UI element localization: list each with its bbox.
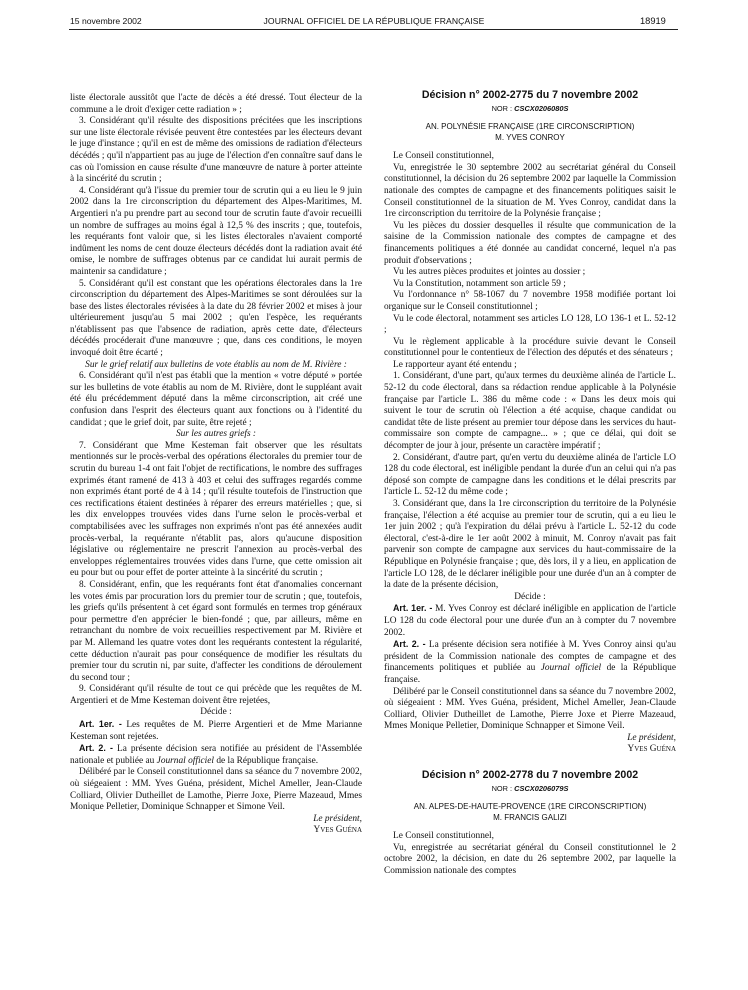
paragraph: 6. Considérant qu'il n'est pas établi que la mention « votre député » portée sur les bulletins de vote établis au nom de M. Rivière, dont le suppléant avait été élu précédemment député dans la même circonscription, ait créé une confusion dans l'esprit des électeurs quant aux fonctions ou à l'identité du candidat ; que le grief doit, par suite, être rejeté ; — [70, 371, 362, 428]
nor-reference — [384, 103, 676, 115]
paragraph: liste électorale aussitôt que l'acte de décès a été dressé. Tout électeur de la commune a le droit d'exiger cette radiation » ; — [70, 93, 362, 115]
nor-value: CSCX0206080S — [514, 103, 569, 113]
decide-heading: Décide : — [200, 707, 232, 718]
paragraph: Vu l'ordonnance n° 58-1067 du 7 novembre 1958 modifiée portant loi organique sur le Conseil constitutionnel ; — [384, 290, 676, 312]
paragraph: 4. Considérant qu'à l'issue du premier tour de scrutin qui a eu lieu le 9 juin 2002 dans la 1re circonscription du département des Alpes-Maritimes, M. Argentieri n'a pu prendre part au second tour de scrutin faute d'avoir recueilli un nombre de suffrages au moins égal à 12,5 % des inscrits ; que, toutefois, les requérants font valoir que, si les listes électorales n'avaient comporté indûment les noms de cent douze électeurs décédés dont la radiation avait été omise, le nombre de suffrages obtenus par ce candidat lui aurait permis de maintenir sa candidature ; — [70, 185, 362, 277]
article-text: M. Yves Conroy est déclaré inéligible en application de l'article LO 128 du code électoral pour une durée d'un an à compter du 7 novembre 2002. — [384, 604, 676, 638]
nor-label: NOR : — [491, 783, 513, 793]
paragraph: Vu les pièces du dossier desquelles il résulte que communication de la saisine de la Commission nationale des comptes de campagne et des financements politiques a été donnée au candidat concerné, lequel n'a pas produit d'observations ; — [384, 220, 676, 266]
article-text: La présente décision sera notifiée au président de l'Assemblée nationale et publiée au — [70, 744, 363, 766]
article-label: Art. 2. - — [79, 743, 113, 754]
case-heading: AN. POLYNÉSIE FRANÇAISE (1RE CIRCONSCRIPTION) — [425, 122, 635, 132]
paragraph: 3. Considérant qu'il résulte des dispositions précitées que les inscriptions sur une liste électorale révisée peuvent être contestées par les électeurs devant le juge d'instance ; qu'il en est de même des omissions de radiation d'électeurs décédés ; qu'il n'appartient pas au juge de l'élection d'en connaître sauf dans le cas où l'omission en cause résulte d'une manœuvre de nature à porter atteinte à la sincérité du scrutin ; — [70, 116, 362, 185]
right-column — [384, 90, 676, 878]
nor-reference — [384, 783, 676, 795]
paragraph: Vu, enregistrée le 30 septembre 2002 au secrétariat général du Conseil constitutionnel, la décision du 26 septembre 2002 par laquelle la Commission nationale des comptes de campagne et des financements politiques saisit le Conseil constitutionnel de la situation de M. Yves Conroy, candidat dans la 1re circonscription du territoire de la Polynésie française ; — [384, 162, 676, 220]
article-1 — [70, 719, 362, 743]
paragraph: 1. Considérant, d'une part, qu'aux termes du deuxième alinéa de l'article L. 52-12 du code électoral, dans sa rédaction rendue applicable à la Polynésie française par l'article L. 386 du même code : « Dans les deux mois qui suivent le tour de scrutin où l'élection a été acquise, chaque candidat ou candidat tête de liste présent au premier tour dépose dans les services du haut-commissaire son compte de campagne... » ; que ce délai, qui doit se décompter de jour à jour, présente un caractère impératif ; — [384, 371, 676, 452]
signature-name: Yves Guéna — [627, 744, 676, 755]
paragraph: 7. Considérant que Mme Kesteman fait observer que les résultats mentionnés sur le procès-verbal des opérations électorales du premier tour de scrutin du bureau 1-4 ont fait l'objet de rectifications, le nombre des suffrages exprimés étant ramené de 413 à 403 et celui des suffrages regardés comme non exprimés étant porté de 4 à 14 ; qu'il résulte toutefois de l'instruction que ces rectifications étaient destinées à réparer des erreurs matérielles ; que, si les dix enveloppes trouvées vides dans l'urne selon le procès-verbal et comptabilisées avec les suffrages non exprimés n'ont pas été annexées audit procès-verbal, la requérante n'établit pas, alors qu'aucune disposition législative ou réglementaire ne prescrit l'annexion au procès-verbal des enveloppes réglementaires trouvées vides dans l'urne, que cette omission ait eu pour but ou pour effet de porter atteinte à la sincérité du scrutin ; — [70, 440, 362, 579]
paragraph: Le rapporteur ayant été entendu ; — [393, 359, 517, 370]
paragraph: Vu le règlement applicable à la procédure suivie devant le Conseil constitutionnel pour le contentieux de l'élection des députés et des sénateurs ; — [384, 336, 676, 359]
paragraph: Le Conseil constitutionnel, — [393, 151, 494, 162]
paragraph: Vu les autres pièces produites et jointes au dossier ; — [393, 267, 586, 278]
article-label: Art. 2. - — [393, 639, 426, 650]
paragraph: Vu, enregistrée au secrétariat général du Conseil constitutionnel le 2 octobre 2002, la décision, en date du 26 septembre 2002, par laquelle la Commission nationale des comptes — [384, 842, 676, 877]
article-label: Art. 1er. - — [393, 603, 433, 614]
paragraph: 5. Considérant qu'il est constant que les opérations électorales dans la 1re circonscription du département des Alpes-Maritimes se sont déroulées sur la base des listes électorales révisées à la date du 28 février 2002 et mises à jour ultérieurement jusqu'au 5 mai 2002 ; qu'en l'espèce, les requérants n'établissent pas que l'absence de radiation, après cette date, d'électeurs décédés procéderait d'une manœuvre ; que, dans ces conditions, le moyen invoqué doit être écarté ; — [70, 278, 362, 359]
article-text: de la République française. — [216, 755, 319, 766]
paragraph: 3. Considérant que, dans la 1re circonscription du territoire de la Polynésie française, l'élection a été acquise au premier tour de scrutin, qui a eu lieu le 1er juin 2002 ; qu'à l'expiration du délai prévu à l'article L. 52-12 du code électoral, c'est-à-dire le 1er août 2002 à minuit, M. Conroy n'avait pas fait parvenir son compte de campagne aux services du haut-commissaire de la République en Polynésie française ; que, dès lors, il y a lieu, en application de l'article LO 128, de le déclarer inéligible pour une durée d'un an à compter de la date de la présente décision, — [384, 499, 676, 591]
article-text: La présente décision sera notifiée à M. Yves Conroy ainsi qu'au président de la Commission nationale des comptes de campagne et des financements politiques et publiée au — [384, 640, 676, 674]
decide-heading: Décide : — [514, 591, 546, 602]
page-number: 18919 — [640, 16, 666, 26]
signature-name: Yves Guéna — [313, 825, 362, 836]
article-text: de la République française. — [384, 663, 676, 685]
article-label: Art. 1er. - — [79, 719, 122, 730]
section-subheading: Sur les autres griefs : — [175, 429, 257, 440]
journal-reference: Journal officiel — [156, 755, 215, 766]
signature-title: Le président, — [627, 732, 676, 743]
decision-title: Décision n° 2002-2775 du 7 novembre 2002 — [421, 89, 639, 101]
deliberation: Délibéré par le Conseil constitutionnel dans sa séance du 7 novembre 2002, où siégeaient : MM. Yves Guéna, président, Michel Ameller, Jean-Claude Colliard, Olivier Dutheillet de Lamothe, Pierre Joxe et Pierre Mazeaud, Mmes Monique Pelletier, Dominique Schnapper et Simone Veil. — [384, 686, 676, 732]
case-party: M. YVES CONROY — [495, 132, 565, 142]
decision-title: Décision n° 2002-2778 du 7 novembre 2002 — [421, 769, 639, 782]
journal-title: JOURNAL OFFICIEL DE LA RÉPUBLIQUE FRANÇAISE — [263, 16, 485, 26]
paragraph: 2. Considérant, d'autre part, qu'en vertu du deuxième alinéa de l'article LO 128 du code électoral, est inéligible pendant la durée d'un an celui qui n'a pas déposé son compte de campagne dans les conditions et le délai prescrits par l'article L. 52-12 du même code ; — [384, 452, 676, 498]
nor-value: CSCX0206079S — [514, 783, 569, 793]
issue-date: 15 novembre 2002 — [70, 16, 142, 26]
article-text: Les requêtes de M. Pierre Argentieri et de Mme Marianne Kesteman sont rejetées. — [70, 720, 362, 742]
signature-title: Le président, — [313, 813, 362, 824]
paragraph: Le Conseil constitutionnel, — [393, 831, 494, 842]
paragraph: Vu le code électoral, notamment ses articles LO 128, LO 136-1 et L. 52-12 ; — [384, 313, 676, 336]
article-2 — [70, 743, 362, 767]
case-party: M. FRANCIS GALIZI — [493, 812, 567, 822]
section-subheading: Sur le grief relatif aux bulletins de vote établis au nom de M. Rivière : — [85, 359, 347, 370]
journal-reference: Journal officiel — [540, 663, 602, 674]
header-rule — [69, 29, 678, 30]
nor-label: NOR : — [491, 103, 513, 113]
paragraph: Vu la Constitution, notamment son article 59 ; — [393, 278, 566, 289]
article-1 — [384, 603, 676, 639]
paragraph: 8. Considérant, enfin, que les requérants font état d'anomalies concernant les votes émis par procuration lors du premier tour de scrutin ; que, toutefois, les griefs qu'ils présentent à cet égard sont formulés en termes trop généraux pour permettre d'en apprécier le bien-fondé ; que, par ailleurs, même en retranchant du nombre de voix recueillies respectivement par M. Rivière et par M. Allemand les quatre votes dont les requérants contestent la régularité, cette déduction n'aurait pas pour conséquence de modifier les résultats du premier tour du scrutin ni, par suite, d'affecter les conditions de déroulement du second tour ; — [70, 579, 362, 683]
left-column — [70, 93, 362, 837]
article-2 — [384, 639, 676, 686]
paragraph: 9. Considérant qu'il résulte de tout ce qui précède que les requêtes de M. Argentieri et de Mme Kesteman doivent être rejetées, — [70, 684, 362, 706]
case-heading: AN. ALPES-DE-HAUTE-PROVENCE (1RE CIRCONSCRIPTION) — [413, 802, 647, 812]
deliberation: Délibéré par le Conseil constitutionnel dans sa séance du 7 novembre 2002, où siégeaient : MM. Yves Guéna, président, Michel Ameller, Jean-Claude Colliard, Olivier Dutheillet de Lamothe, Pierre Joxe, Pierre Mazeaud, Mmes Monique Pelletier, Dominique Schnapper et Simone Veil. — [70, 767, 362, 813]
